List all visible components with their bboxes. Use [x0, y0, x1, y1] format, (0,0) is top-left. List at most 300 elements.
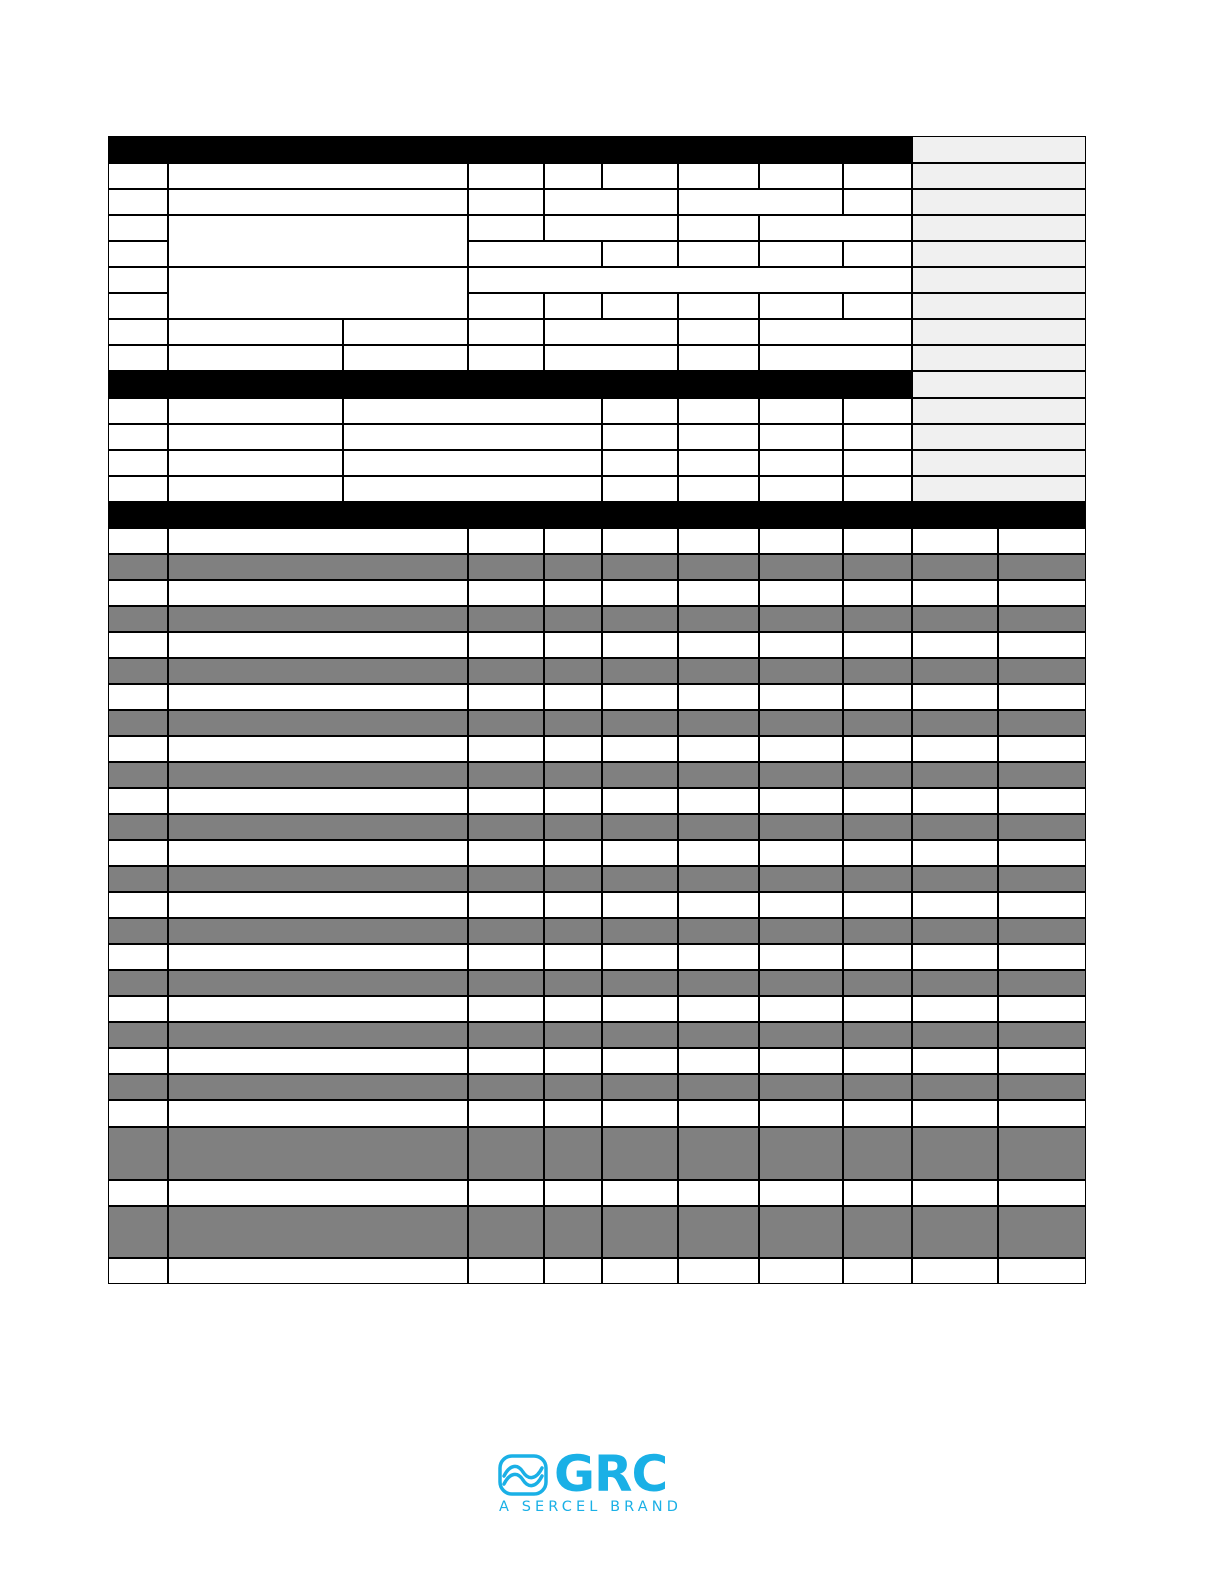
table-cell: [759, 658, 843, 684]
table-cell: [168, 710, 468, 736]
table-cell: [912, 814, 998, 840]
table-cell: [912, 632, 998, 658]
table-cell: [168, 1022, 468, 1048]
table-cell: [759, 1258, 843, 1284]
table-cell: [468, 554, 544, 580]
table-cell: [678, 814, 759, 840]
table-cell: [678, 528, 759, 554]
table-cell: [759, 319, 912, 345]
table-cell: [108, 398, 168, 424]
table-cell: [168, 267, 468, 319]
table-cell: [468, 710, 544, 736]
table-cell: [108, 1258, 168, 1284]
table-cell: [759, 632, 843, 658]
table-cell: [998, 892, 1086, 918]
table-cell: [759, 762, 843, 788]
table-cell: [168, 580, 468, 606]
table-cell: [759, 736, 843, 762]
table-cell: [108, 528, 168, 554]
grc-emblem-icon: [498, 1454, 548, 1496]
table-cell: [843, 710, 912, 736]
table-cell: [544, 528, 602, 554]
table-cell: [468, 814, 544, 840]
table-cell: [912, 918, 998, 944]
shaded-cell: [912, 136, 1086, 163]
table-cell: [468, 345, 544, 371]
table-cell: [843, 1127, 912, 1180]
table-cell: [343, 424, 602, 450]
table-cell: [468, 1127, 544, 1180]
table-cell: [544, 840, 602, 866]
table-cell: [108, 1180, 168, 1206]
table-cell: [759, 163, 843, 189]
shaded-cell: [912, 189, 1086, 215]
table-cell: [843, 398, 912, 424]
table-cell: [912, 788, 998, 814]
table-cell: [468, 866, 544, 892]
shaded-cell: [912, 293, 1086, 319]
table-cell: [602, 450, 678, 476]
table-cell: [168, 189, 468, 215]
table-cell: [168, 918, 468, 944]
table-cell: [544, 163, 602, 189]
table-cell: [544, 215, 678, 241]
table-cell: [602, 658, 678, 684]
table-cell: [108, 189, 168, 215]
table-cell: [343, 319, 468, 345]
table-cell: [468, 918, 544, 944]
table-cell: [759, 684, 843, 710]
table-cell: [108, 293, 168, 319]
table-cell: [602, 840, 678, 866]
table-cell: [544, 684, 602, 710]
table-cell: [602, 788, 678, 814]
table-cell: [678, 424, 759, 450]
table-cell: [168, 424, 343, 450]
table-cell: [602, 580, 678, 606]
table-cell: [678, 1206, 759, 1258]
table-cell: [108, 345, 168, 371]
table-cell: [108, 866, 168, 892]
table-cell: [468, 1022, 544, 1048]
table-cell: [843, 762, 912, 788]
table-cell: [998, 1100, 1086, 1127]
table-cell: [912, 1127, 998, 1180]
table-cell: [843, 866, 912, 892]
table-cell: [678, 970, 759, 996]
table-cell: [468, 215, 544, 241]
section-header-bar: [108, 136, 912, 163]
table-cell: [678, 944, 759, 970]
shaded-cell: [912, 398, 1086, 424]
table-cell: [544, 788, 602, 814]
table-cell: [602, 528, 678, 554]
table-cell: [544, 554, 602, 580]
table-cell: [759, 554, 843, 580]
table-cell: [108, 1127, 168, 1180]
table-cell: [168, 606, 468, 632]
table-cell: [678, 1022, 759, 1048]
table-cell: [912, 1048, 998, 1074]
table-cell: [998, 684, 1086, 710]
table-cell: [468, 606, 544, 632]
table-cell: [998, 736, 1086, 762]
table-cell: [108, 892, 168, 918]
table-cell: [168, 1180, 468, 1206]
table-cell: [544, 892, 602, 918]
table-cell: [108, 1022, 168, 1048]
table-cell: [602, 1100, 678, 1127]
table-cell: [998, 1180, 1086, 1206]
table-cell: [678, 840, 759, 866]
table-cell: [602, 1048, 678, 1074]
table-cell: [108, 215, 168, 241]
table-cell: [168, 398, 343, 424]
table-cell: [998, 632, 1086, 658]
table-cell: [544, 1100, 602, 1127]
table-cell: [759, 970, 843, 996]
table-cell: [843, 1022, 912, 1048]
table-cell: [343, 476, 602, 502]
table-cell: [168, 866, 468, 892]
table-cell: [843, 892, 912, 918]
table-cell: [168, 762, 468, 788]
table-cell: [468, 267, 912, 293]
table-cell: [108, 476, 168, 502]
table-cell: [843, 1258, 912, 1284]
shaded-cell: [912, 241, 1086, 267]
table-cell: [843, 424, 912, 450]
table-cell: [168, 1127, 468, 1180]
table-cell: [998, 1074, 1086, 1100]
table-cell: [759, 788, 843, 814]
table-cell: [468, 684, 544, 710]
table-cell: [843, 970, 912, 996]
table-cell: [468, 944, 544, 970]
table-cell: [678, 450, 759, 476]
shaded-cell: [912, 424, 1086, 450]
table-cell: [998, 1206, 1086, 1258]
table-cell: [843, 1074, 912, 1100]
table-cell: [108, 762, 168, 788]
table-cell: [678, 476, 759, 502]
table-cell: [602, 1206, 678, 1258]
table-cell: [108, 840, 168, 866]
table-cell: [544, 189, 678, 215]
table-cell: [343, 398, 602, 424]
shaded-cell: [912, 267, 1086, 293]
table-cell: [468, 528, 544, 554]
shaded-cell: [912, 345, 1086, 371]
table-cell: [843, 736, 912, 762]
table-cell: [678, 996, 759, 1022]
table-cell: [468, 970, 544, 996]
table-cell: [108, 736, 168, 762]
table-cell: [912, 1258, 998, 1284]
table-cell: [678, 1180, 759, 1206]
table-cell: [998, 528, 1086, 554]
table-cell: [998, 996, 1086, 1022]
table-cell: [678, 892, 759, 918]
table-cell: [759, 528, 843, 554]
table-cell: [759, 450, 843, 476]
table-cell: [168, 970, 468, 996]
table-cell: [759, 215, 912, 241]
table-cell: [759, 944, 843, 970]
table-cell: [468, 762, 544, 788]
table-cell: [468, 1074, 544, 1100]
table-cell: [678, 1048, 759, 1074]
table-cell: [468, 580, 544, 606]
table-cell: [678, 918, 759, 944]
table-cell: [544, 1074, 602, 1100]
table-cell: [108, 996, 168, 1022]
table-cell: [168, 528, 468, 554]
logo-wordmark: GRC: [554, 1445, 668, 1503]
table-cell: [168, 1048, 468, 1074]
table-cell: [602, 606, 678, 632]
section-header-bar: [108, 502, 1086, 528]
table-cell: [998, 918, 1086, 944]
table-cell: [843, 684, 912, 710]
table-cell: [468, 293, 544, 319]
table-cell: [912, 554, 998, 580]
table-cell: [544, 1258, 602, 1284]
table-cell: [468, 1206, 544, 1258]
table-cell: [602, 476, 678, 502]
table-cell: [602, 1258, 678, 1284]
table-cell: [843, 840, 912, 866]
table-cell: [678, 1127, 759, 1180]
table-cell: [998, 762, 1086, 788]
table-cell: [843, 450, 912, 476]
table-cell: [108, 788, 168, 814]
table-cell: [843, 1206, 912, 1258]
table-cell: [912, 1206, 998, 1258]
table-cell: [678, 866, 759, 892]
table-cell: [108, 710, 168, 736]
table-cell: [843, 606, 912, 632]
table-cell: [759, 1074, 843, 1100]
table-cell: [108, 424, 168, 450]
table-cell: [168, 840, 468, 866]
table-cell: [912, 1180, 998, 1206]
table-cell: [168, 632, 468, 658]
table-cell: [843, 944, 912, 970]
table-cell: [678, 606, 759, 632]
table-cell: [678, 1258, 759, 1284]
table-cell: [602, 762, 678, 788]
table-cell: [168, 892, 468, 918]
table-cell: [108, 580, 168, 606]
table-cell: [998, 580, 1086, 606]
table-cell: [678, 762, 759, 788]
table-cell: [843, 1048, 912, 1074]
table-cell: [168, 554, 468, 580]
table-cell: [544, 736, 602, 762]
table-cell: [998, 710, 1086, 736]
table-cell: [544, 632, 602, 658]
table-cell: [843, 189, 912, 215]
table-cell: [544, 918, 602, 944]
table-cell: [759, 918, 843, 944]
table-cell: [602, 814, 678, 840]
table-cell: [998, 1258, 1086, 1284]
table-cell: [678, 215, 759, 241]
table-cell: [468, 1258, 544, 1284]
table-cell: [912, 866, 998, 892]
table-cell: [678, 554, 759, 580]
table-cell: [843, 1100, 912, 1127]
table-cell: [343, 345, 468, 371]
table-cell: [998, 554, 1086, 580]
table-cell: [759, 1180, 843, 1206]
table-cell: [468, 319, 544, 345]
table-cell: [544, 1127, 602, 1180]
table-cell: [843, 241, 912, 267]
table-cell: [759, 580, 843, 606]
table-cell: [108, 658, 168, 684]
table-cell: [912, 580, 998, 606]
table-cell: [998, 1127, 1086, 1180]
table-cell: [468, 658, 544, 684]
table-cell: [998, 658, 1086, 684]
table-cell: [468, 1180, 544, 1206]
table-cell: [108, 554, 168, 580]
table-cell: [998, 606, 1086, 632]
table-cell: [912, 528, 998, 554]
table-cell: [168, 1074, 468, 1100]
table-cell: [468, 840, 544, 866]
table-cell: [912, 840, 998, 866]
table-cell: [108, 267, 168, 293]
table-cell: [544, 1022, 602, 1048]
table-cell: [998, 1022, 1086, 1048]
table-cell: [544, 970, 602, 996]
table-cell: [678, 1100, 759, 1127]
table-cell: [843, 293, 912, 319]
table-cell: [602, 684, 678, 710]
table-cell: [759, 345, 912, 371]
table-cell: [168, 996, 468, 1022]
table-cell: [108, 970, 168, 996]
table-cell: [678, 241, 759, 267]
table-cell: [168, 163, 468, 189]
table-cell: [678, 293, 759, 319]
table-cell: [602, 918, 678, 944]
table-cell: [759, 814, 843, 840]
table-cell: [168, 319, 343, 345]
table-cell: [912, 710, 998, 736]
table-cell: [343, 450, 602, 476]
table-cell: [678, 189, 843, 215]
table-cell: [168, 684, 468, 710]
table-cell: [912, 606, 998, 632]
table-cell: [759, 710, 843, 736]
table-cell: [168, 215, 468, 267]
table-cell: [912, 736, 998, 762]
table-cell: [678, 788, 759, 814]
table-cell: [759, 866, 843, 892]
table-cell: [602, 632, 678, 658]
table-cell: [168, 345, 343, 371]
table-cell: [602, 398, 678, 424]
table-cell: [998, 1048, 1086, 1074]
table-cell: [998, 970, 1086, 996]
table-cell: [998, 944, 1086, 970]
table-cell: [168, 814, 468, 840]
table-cell: [544, 1180, 602, 1206]
table-cell: [912, 996, 998, 1022]
table-cell: [843, 918, 912, 944]
table-cell: [602, 293, 678, 319]
table-cell: [678, 658, 759, 684]
table-cell: [759, 398, 843, 424]
table-cell: [602, 1074, 678, 1100]
table-cell: [544, 814, 602, 840]
table-cell: [544, 1048, 602, 1074]
table-cell: [678, 345, 759, 371]
shaded-cell: [912, 215, 1086, 241]
table-cell: [468, 1048, 544, 1074]
table-cell: [544, 319, 678, 345]
table-cell: [759, 1048, 843, 1074]
table-cell: [168, 1206, 468, 1258]
table-cell: [108, 606, 168, 632]
table-cell: [602, 710, 678, 736]
table-cell: [168, 1258, 468, 1284]
table-cell: [168, 476, 343, 502]
table-cell: [759, 996, 843, 1022]
table-cell: [759, 840, 843, 866]
table-cell: [544, 293, 602, 319]
shaded-cell: [912, 371, 1086, 398]
table-cell: [678, 398, 759, 424]
table-cell: [602, 1022, 678, 1048]
table-cell: [843, 1180, 912, 1206]
table-cell: [468, 241, 602, 267]
table-cell: [912, 944, 998, 970]
section-header-bar: [108, 371, 912, 398]
table-cell: [468, 1100, 544, 1127]
table-cell: [912, 762, 998, 788]
table-cell: [108, 632, 168, 658]
table-cell: [468, 996, 544, 1022]
shaded-cell: [912, 476, 1086, 502]
table-cell: [759, 241, 843, 267]
table-cell: [759, 424, 843, 450]
table-cell: [843, 476, 912, 502]
table-cell: [108, 1100, 168, 1127]
table-cell: [108, 1048, 168, 1074]
table-cell: [912, 1100, 998, 1127]
table-cell: [602, 996, 678, 1022]
table-cell: [843, 788, 912, 814]
table-cell: [759, 1206, 843, 1258]
table-cell: [602, 424, 678, 450]
table-cell: [678, 710, 759, 736]
table-cell: [168, 736, 468, 762]
table-cell: [108, 1074, 168, 1100]
table-cell: [602, 241, 678, 267]
table-cell: [843, 996, 912, 1022]
table-cell: [108, 1206, 168, 1258]
table-cell: [544, 580, 602, 606]
table-cell: [759, 1022, 843, 1048]
table-cell: [912, 658, 998, 684]
table-cell: [759, 892, 843, 918]
table-cell: [998, 866, 1086, 892]
